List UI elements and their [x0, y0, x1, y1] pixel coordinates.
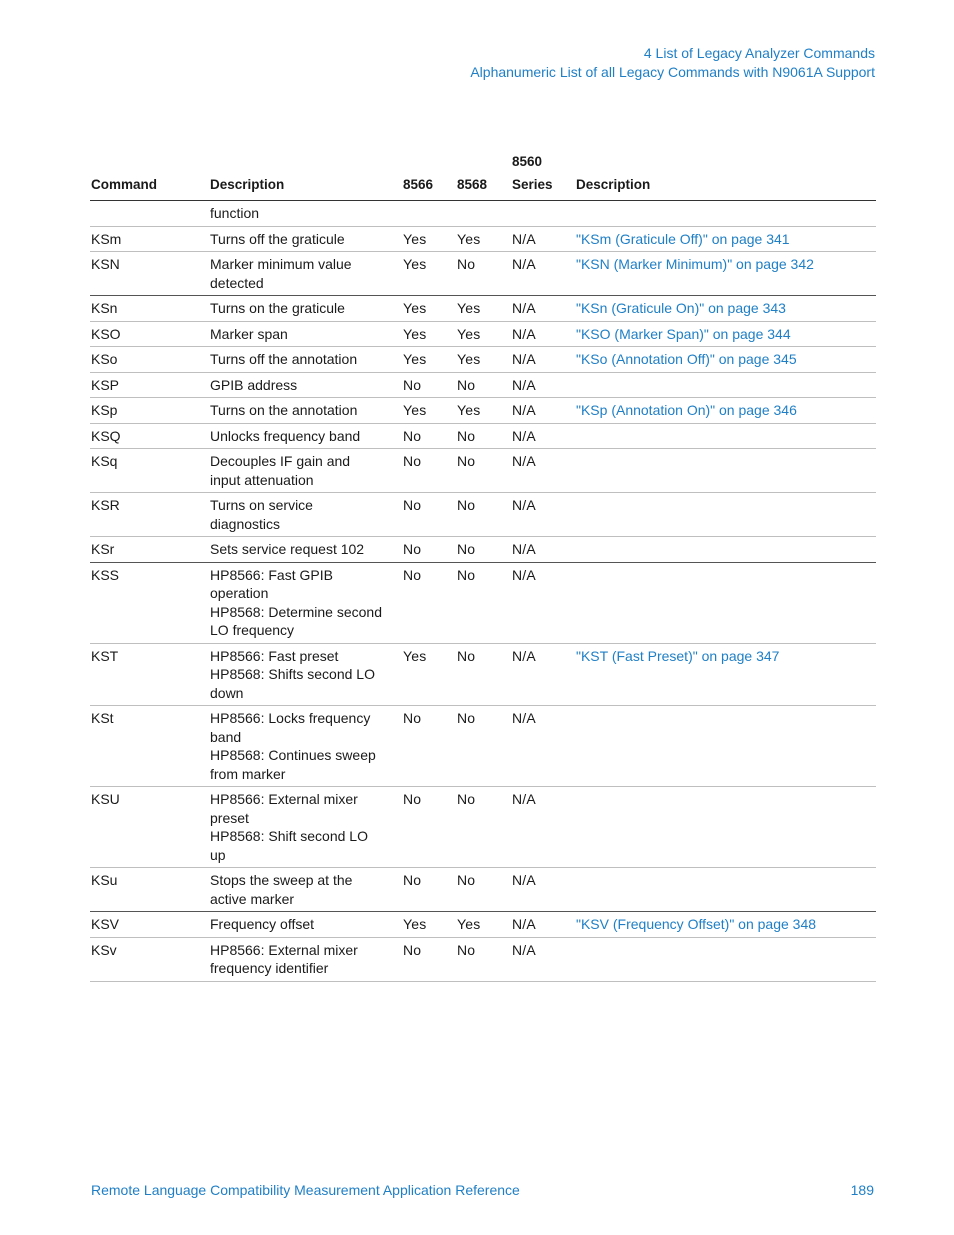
command-cell: KSR [90, 493, 209, 537]
support-8566-cell: No [402, 372, 456, 398]
description-cell [209, 252, 402, 296]
description-cell [209, 321, 402, 347]
description-cell [209, 562, 402, 643]
description-cell [209, 201, 402, 227]
support-8568-cell: No [456, 252, 511, 296]
description-line: LO frequency [210, 622, 295, 638]
description-line: HP8566: External mixer [210, 941, 358, 958]
command-cell: KSv [90, 937, 209, 981]
support-8566-cell: No [402, 537, 456, 563]
description-line: Unlocks frequency band [210, 427, 361, 444]
support-8568-cell: Yes [456, 912, 511, 938]
col-description: Description [209, 150, 402, 201]
description-line: Decouples IF gain and [210, 453, 351, 469]
support-8568-cell: No [456, 706, 511, 787]
support-8568-cell: No [456, 449, 511, 493]
support-8566-cell: Yes [402, 252, 456, 296]
support-8568-cell: No [456, 493, 511, 537]
table-row [90, 252, 876, 296]
support-8560-cell: N/A [511, 562, 575, 643]
description-cell [209, 787, 402, 868]
command-cell: KST [90, 643, 209, 706]
link-cell [575, 347, 876, 373]
support-8560-cell: N/A [511, 226, 575, 252]
command-reference-link[interactable]: "KSn (Graticule On)" on page 343 [576, 300, 786, 316]
description-line: Turns off the graticule [210, 230, 345, 247]
command-cell: KSn [90, 296, 209, 322]
link-cell [575, 372, 876, 398]
col-8560-bottom: Series [512, 177, 553, 192]
description-cell [209, 868, 402, 912]
table-row [90, 643, 876, 706]
support-8568-cell: Yes [456, 226, 511, 252]
table-row [90, 398, 876, 424]
link-cell [575, 321, 876, 347]
table-row [90, 226, 876, 252]
description-line: HP8568: Determine second [210, 603, 382, 620]
command-cell: KSp [90, 398, 209, 424]
support-8560-cell: N/A [511, 868, 575, 912]
table-row [90, 787, 876, 868]
description-cell [209, 643, 402, 706]
support-8560-cell: N/A [511, 449, 575, 493]
description-line: Turns off the annotation [210, 351, 358, 367]
support-8568-cell: No [456, 537, 511, 563]
command-reference-link[interactable]: "KSm (Graticule Off)" on page 341 [576, 230, 790, 247]
command-cell: KSr [90, 537, 209, 563]
support-8568-cell: No [456, 643, 511, 706]
description-cell [209, 347, 402, 373]
support-8568-cell: Yes [456, 398, 511, 424]
description-cell [209, 493, 402, 537]
description-line: band [210, 728, 242, 745]
support-8566-cell: No [402, 787, 456, 868]
description-line: from marker [210, 765, 286, 782]
command-cell: KSm [90, 226, 209, 252]
description-cell [209, 423, 402, 449]
support-8560-cell: N/A [511, 296, 575, 322]
support-8566-cell: Yes [402, 296, 456, 322]
table-row [90, 706, 876, 787]
table-row [90, 347, 876, 373]
support-8568-cell: Yes [456, 321, 511, 347]
support-8568-cell: No [456, 423, 511, 449]
command-cell: KSU [90, 787, 209, 868]
support-8566-cell: No [402, 423, 456, 449]
support-8560-cell: N/A [511, 787, 575, 868]
command-cell: KSu [90, 868, 209, 912]
description-line: GPIB address [210, 376, 298, 393]
link-cell [575, 296, 876, 322]
link-cell [575, 252, 876, 296]
footer-title: Remote Language Compatibility Measurement Application Reference [91, 1182, 520, 1198]
description-line: input attenuation [210, 471, 314, 488]
description-line: HP8566: External mixer [210, 791, 358, 807]
support-8560-cell: N/A [511, 912, 575, 938]
support-8568-cell: Yes [456, 347, 511, 373]
description-cell [209, 937, 402, 981]
description-line: function [210, 205, 260, 221]
table-row [90, 372, 876, 398]
link-cell [575, 493, 876, 537]
command-cell: KSo [90, 347, 209, 373]
table-body [90, 201, 876, 982]
command-reference-link[interactable]: "KSo (Annotation Off)" on page 345 [576, 351, 797, 367]
command-cell: KSN [90, 252, 209, 296]
col-link-description: Description [575, 150, 876, 201]
description-line: Stops the sweep at the [210, 872, 353, 888]
chapter-title: 4 List of Legacy Analyzer Commands [643, 45, 875, 61]
link-cell [575, 937, 876, 981]
support-8568-cell: No [456, 787, 511, 868]
support-8566-cell [402, 201, 456, 227]
command-cell: KSt [90, 706, 209, 787]
description-cell [209, 706, 402, 787]
command-cell: KSV [90, 912, 209, 938]
support-8568-cell: Yes [456, 296, 511, 322]
support-8560-cell: N/A [511, 493, 575, 537]
support-8560-cell [511, 201, 575, 227]
col-8560-top: 8560 [512, 154, 543, 169]
support-8566-cell: No [402, 868, 456, 912]
support-8568-cell: No [456, 868, 511, 912]
support-8560-cell: N/A [511, 372, 575, 398]
link-cell [575, 423, 876, 449]
description-line: frequency identifier [210, 960, 329, 976]
support-8566-cell: Yes [402, 643, 456, 706]
command-reference-link[interactable]: "KSV (Frequency Offset)" on page 348 [576, 916, 817, 932]
link-cell [575, 398, 876, 424]
description-line: HP8566: Locks frequency [210, 710, 371, 726]
command-cell: KSq [90, 449, 209, 493]
command-cell: KSO [90, 321, 209, 347]
table-header-row [90, 150, 876, 201]
page-number: 189 [850, 1182, 874, 1198]
page-header [470, 44, 875, 82]
link-cell [575, 912, 876, 938]
description-line: HP8566: Fast GPIB [210, 566, 333, 583]
description-line: Marker span [210, 325, 288, 342]
col-8568: 8568 [456, 150, 511, 201]
description-line: operation [210, 585, 269, 601]
support-8566-cell: Yes [402, 226, 456, 252]
link-cell [575, 201, 876, 227]
support-8566-cell: Yes [402, 912, 456, 938]
table-row [90, 868, 876, 912]
support-8566-cell: No [402, 937, 456, 981]
support-8560-cell: N/A [511, 347, 575, 373]
description-cell [209, 449, 402, 493]
support-8560-cell: N/A [511, 398, 575, 424]
description-cell [209, 372, 402, 398]
command-reference-link[interactable]: "KSN (Marker Minimum)" on page 342 [576, 256, 814, 272]
section-title: Alphanumeric List of all Legacy Commands with N9061A Support [470, 64, 875, 80]
support-8560-cell: N/A [511, 643, 575, 706]
table-row [90, 912, 876, 938]
description-cell [209, 537, 402, 563]
commands-table [90, 150, 876, 982]
link-cell [575, 226, 876, 252]
link-cell [575, 643, 876, 706]
command-cell [90, 201, 209, 227]
description-line: diagnostics [210, 515, 281, 532]
support-8560-cell: N/A [511, 706, 575, 787]
description-cell [209, 226, 402, 252]
description-line: preset [210, 809, 249, 826]
description-line: HP8566: Fast preset [210, 647, 339, 664]
table-row [90, 423, 876, 449]
description-line: down [210, 684, 244, 701]
support-8568-cell: No [456, 372, 511, 398]
support-8566-cell: No [402, 562, 456, 643]
link-cell [575, 787, 876, 868]
description-line: Frequency offset [210, 916, 315, 932]
support-8566-cell: No [402, 493, 456, 537]
command-cell: KSS [90, 562, 209, 643]
link-cell [575, 706, 876, 787]
description-cell [209, 912, 402, 938]
table-row [90, 562, 876, 643]
link-cell [575, 562, 876, 643]
command-cell: KSQ [90, 423, 209, 449]
support-8568-cell [456, 201, 511, 227]
support-8566-cell: No [402, 706, 456, 787]
table-row [90, 537, 876, 563]
description-cell [209, 296, 402, 322]
support-8560-cell: N/A [511, 537, 575, 563]
col-8566: 8566 [402, 150, 456, 201]
table-row [90, 493, 876, 537]
support-8560-cell: N/A [511, 937, 575, 981]
link-cell [575, 537, 876, 563]
table-row [90, 937, 876, 981]
table-row [90, 321, 876, 347]
command-reference-link[interactable]: "KSO (Marker Span)" on page 344 [576, 325, 791, 342]
link-cell [575, 868, 876, 912]
support-8566-cell: Yes [402, 398, 456, 424]
col-command: Command [90, 150, 209, 201]
description-line: Sets service request 102 [210, 541, 365, 557]
link-cell [575, 449, 876, 493]
description-line: HP8568: Shift second LO [210, 828, 368, 844]
support-8566-cell: No [402, 449, 456, 493]
description-line: Turns on service [210, 497, 313, 513]
table-row [90, 296, 876, 322]
table-row [90, 201, 876, 227]
description-line: HP8568: Continues sweep [210, 747, 376, 763]
command-cell: KSP [90, 372, 209, 398]
description-line: Marker minimum value [210, 256, 352, 272]
description-line: Turns on the annotation [210, 402, 358, 418]
command-reference-link[interactable]: "KSp (Annotation On)" on page 346 [576, 402, 797, 418]
table-row [90, 449, 876, 493]
support-8560-cell: N/A [511, 423, 575, 449]
description-cell [209, 398, 402, 424]
support-8560-cell: N/A [511, 252, 575, 296]
col-8560-series [511, 150, 575, 201]
description-line: HP8568: Shifts second LO [210, 666, 375, 682]
description-line: detected [210, 274, 264, 291]
support-8566-cell: Yes [402, 347, 456, 373]
support-8568-cell: No [456, 562, 511, 643]
description-line: active marker [210, 890, 295, 907]
command-reference-link[interactable]: "KST (Fast Preset)" on page 347 [576, 647, 780, 664]
support-8568-cell: No [456, 937, 511, 981]
description-line: up [210, 846, 226, 863]
support-8560-cell: N/A [511, 321, 575, 347]
description-line: Turns on the graticule [210, 300, 345, 316]
support-8566-cell: Yes [402, 321, 456, 347]
